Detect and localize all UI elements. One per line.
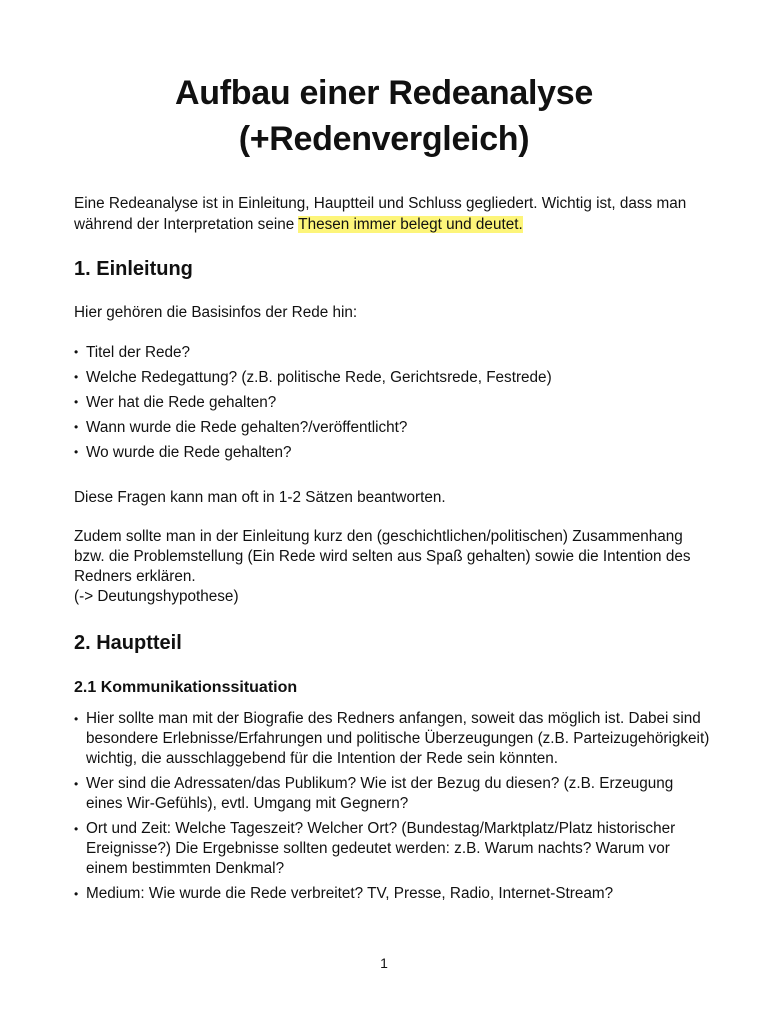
kommunikation-list (74, 709, 714, 909)
einleitung-lead: Hier gehören die Basisinfos der Rede hin: (74, 304, 358, 321)
list-item: • Hier sollte man mit der Biografie des Redners anfangen, soweit das möglich ist. Dabei sind besondere Erlebnisse/Erfahrungen und politische Überzeugungen (z.B. Parteizugehörigkeit) wichtig, die ausschlaggebend für die Intention der Rede sein könnten. (74, 709, 714, 769)
title-line-1: Aufbau einer Redeanalyse (175, 74, 593, 112)
list-item: • Wer sind die Adressaten/das Publikum? Wie ist der Bezug du diesen? (z.B. Erzeugung eines Wir-Gefühls), evtl. Umgang mit Gegnern? (74, 774, 714, 814)
section-heading-hauptteil: 2. Hauptteil (74, 632, 182, 654)
list-item: • Wann wurde die Rede gehalten?/veröffentlicht? (74, 415, 714, 440)
intro-text: Eine Redeanalyse ist in Einleitung, Hauptteil und Schluss gegliedert. Wichtig ist, dass man während der Interpretation seine (74, 195, 687, 233)
subsection-heading-kommunikationssituation: 2.1 Kommunikationssituation (74, 679, 298, 696)
einleitung-paragraph-1: Diese Fragen kann man oft in 1-2 Sätzen beantworten. (74, 489, 446, 506)
list-item: • Medium: Wie wurde die Rede verbreitet? TV, Presse, Radio, Internet-Stream? (74, 884, 714, 904)
list-item: • Welche Redegattung? (z.B. politische Rede, Gerichtsrede, Festrede) (74, 365, 714, 390)
einleitung-paragraph-3: (-> Deutungshypothese) (74, 588, 239, 605)
page-number: 1 (380, 955, 388, 971)
list-item: • Ort und Zeit: Welche Tageszeit? Welcher Ort? (Bundestag/Marktplatz/Platz historischer Ereignisse?) Die Ergebnisse sollten gedeutet werden: z.B. Warum nachts? Warum vor einem bestimmten Denkmal? (74, 819, 714, 879)
list-item: • Titel der Rede? (74, 340, 714, 365)
einleitung-paragraph-2 (74, 527, 704, 607)
section-heading-einleitung: 1. Einleitung (74, 258, 193, 280)
einleitung-paragraph-2-text: Zudem sollte man in der Einleitung kurz den (geschichtlichen/politischen) Zusammenhang bzw. die Problemstellung (Ein Rede wird selten aus Spaß gehalten) sowie die Intention des Redners erklären. (74, 528, 691, 585)
page-title (0, 70, 768, 162)
list-item: • Wer hat die Rede gehalten? (74, 390, 714, 415)
einleitung-list (74, 340, 714, 465)
title-line-2: (+Redenvergleich) (238, 120, 530, 158)
list-item: • Wo wurde die Rede gehalten? (74, 440, 714, 465)
intro-highlight: Thesen immer belegt und deutet. (298, 216, 523, 233)
intro-paragraph (74, 193, 714, 235)
